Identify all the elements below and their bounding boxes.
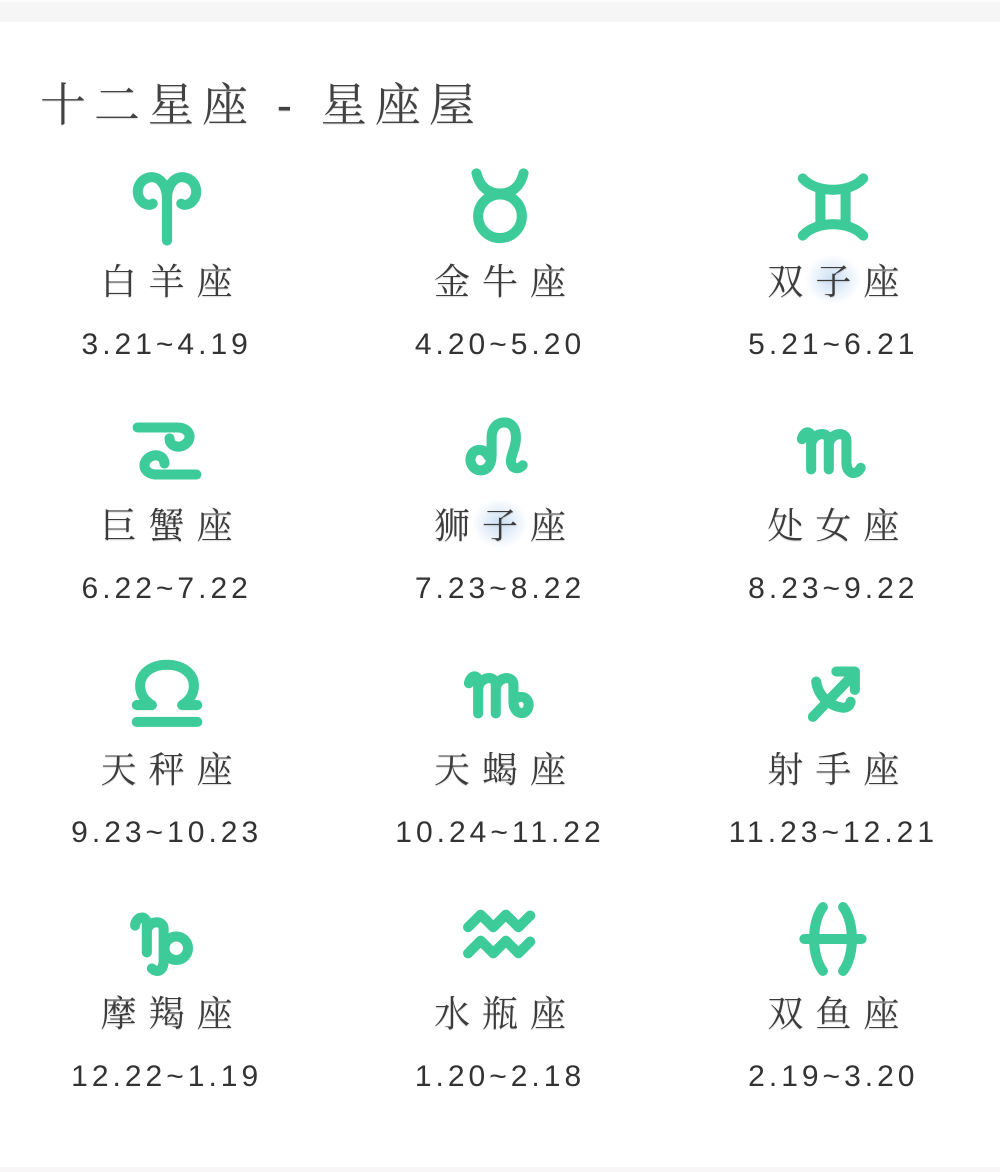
zodiac-dates: 5.21~6.21 [748, 328, 919, 361]
scorpio-icon [457, 652, 543, 738]
cancer-card[interactable] [0, 408, 333, 652]
virgo-card[interactable] [667, 408, 1000, 652]
page-title: 十二星座 - 星座屋 [40, 79, 483, 131]
zodiac-name: 白羊座 [100, 261, 245, 302]
zodiac-name: 射手座 [767, 749, 912, 790]
zodiac-dates: 6.22~7.22 [81, 572, 252, 605]
top-band [0, 0, 1000, 22]
capricorn-card[interactable] [0, 896, 333, 1140]
pisces-icon [790, 896, 876, 982]
aries-card[interactable] [0, 164, 333, 408]
aquarius-card[interactable] [333, 896, 666, 1140]
zodiac-dates: 4.20~5.20 [414, 328, 586, 361]
pisces-card[interactable] [667, 896, 1000, 1140]
zodiac-name: 双鱼座 [767, 993, 912, 1034]
zodiac-dates: 3.21~4.19 [81, 328, 252, 361]
zodiac-dates: 1.20~2.18 [414, 1060, 586, 1093]
zodiac-name: 摩羯座 [100, 993, 245, 1034]
zodiac-grid [0, 164, 1000, 1140]
sagittarius-card[interactable] [667, 652, 1000, 896]
zodiac-dates: 10.24~11.22 [395, 816, 605, 849]
cancer-icon [124, 408, 210, 494]
gemini-card[interactable] [667, 164, 1000, 408]
zodiac-dates: 11.23~12.21 [728, 816, 939, 849]
zodiac-name: 巨蟹座 [100, 505, 245, 546]
zodiac-dates: 8.23~9.22 [748, 572, 919, 605]
virgo-icon [790, 408, 876, 494]
capricorn-icon [124, 896, 210, 982]
zodiac-name: 金牛座 [433, 261, 578, 302]
aries-icon [124, 164, 210, 250]
zodiac-name: 处女座 [767, 505, 912, 546]
leo-icon [457, 408, 543, 494]
gemini-icon [790, 164, 876, 250]
zodiac-dates: 2.19~3.20 [748, 1060, 919, 1093]
aquarius-icon [457, 896, 543, 982]
zodiac-name: 天秤座 [100, 749, 245, 790]
scorpio-card[interactable] [333, 652, 666, 896]
sagittarius-icon [790, 652, 876, 738]
zodiac-dates: 9.23~10.23 [71, 816, 263, 849]
libra-icon [124, 652, 210, 738]
bottom-band [0, 1167, 1000, 1172]
taurus-icon [457, 164, 543, 250]
zodiac-name: 水瓶座 [433, 993, 578, 1034]
libra-card[interactable] [0, 652, 333, 896]
zodiac-name: 狮子座 [422, 504, 578, 548]
zodiac-name: 天蝎座 [433, 749, 578, 790]
zodiac-name: 双子座 [755, 260, 911, 304]
taurus-card[interactable] [333, 164, 666, 408]
leo-card[interactable] [333, 408, 666, 652]
zodiac-dates: 12.22~1.19 [71, 1060, 263, 1093]
zodiac-dates: 7.23~8.22 [414, 572, 586, 605]
